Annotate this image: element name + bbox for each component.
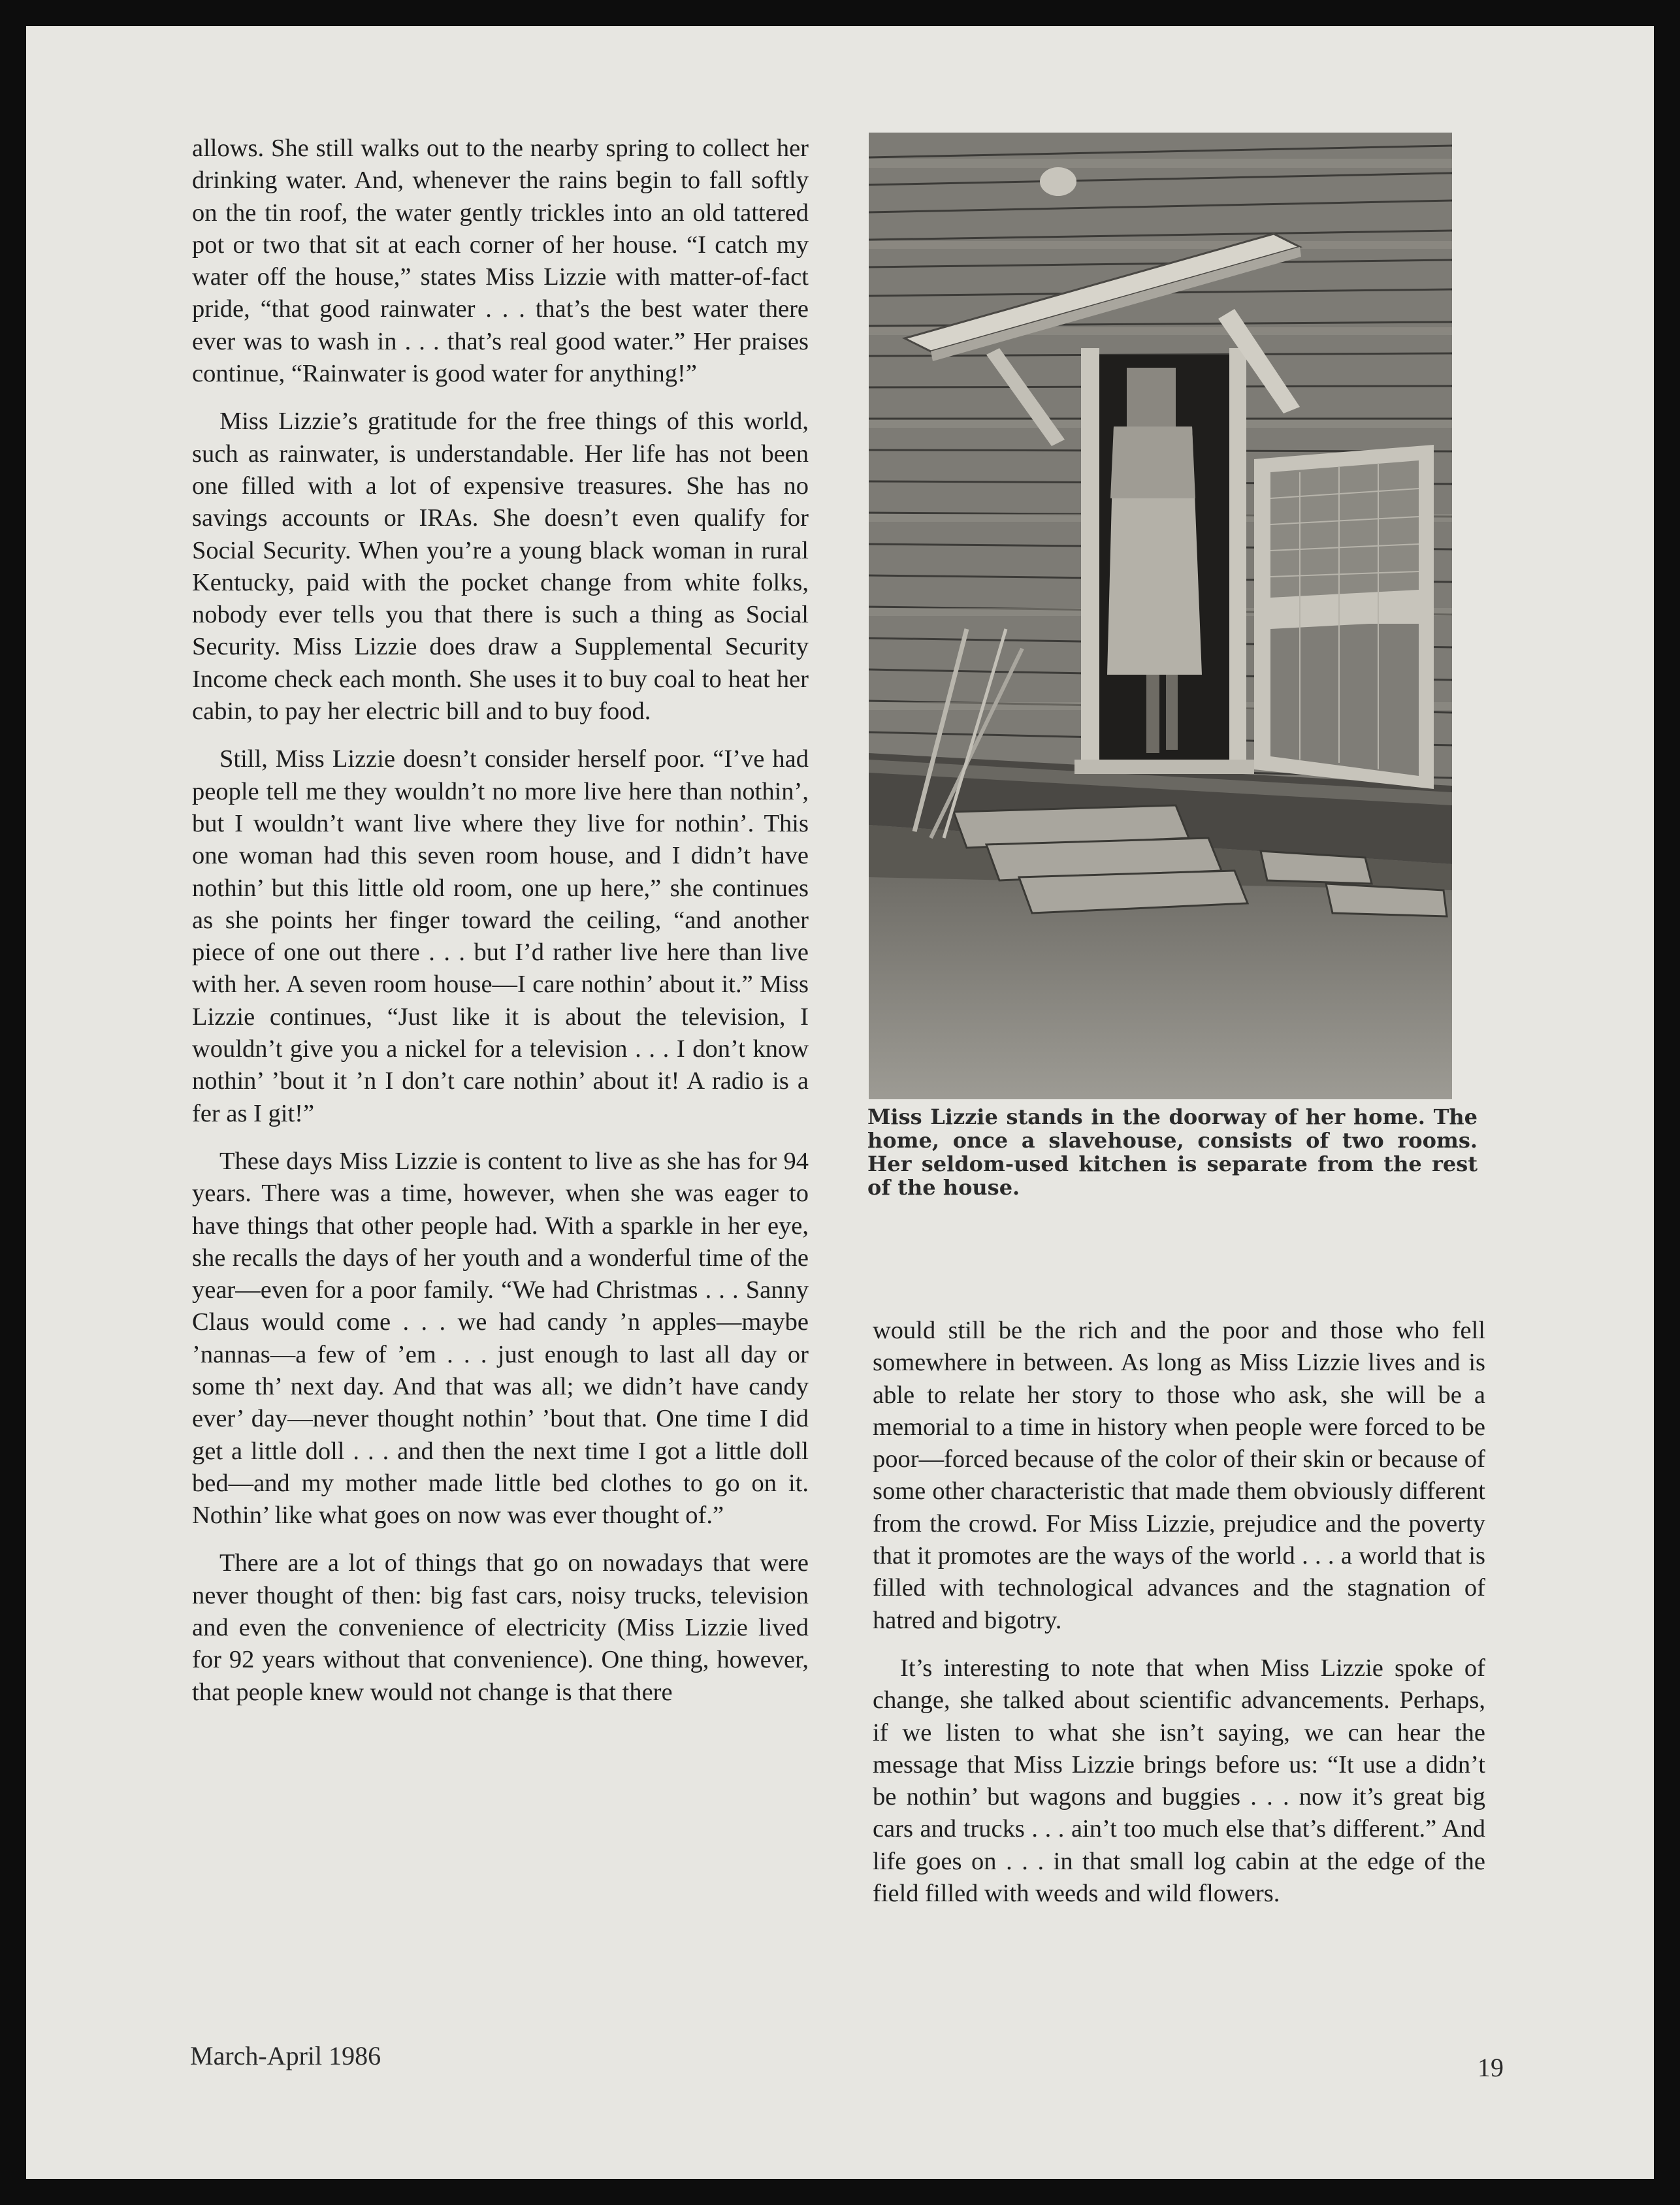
paragraph: It’s interesting to note that when Miss Lizzie spoke of change, she talked about scientific advancements. Perhaps, if we listen to what she isn’t saying, we can hear the message that Miss Lizzie brings before us: “It use a didn’t be nothin’ but wagons and buggies . . . now it’s great big cars and trucks . . . ain’t too much else that’s different.” And life goes on . . . in that small log cabin at the edge of the field filled with weeds and wild flowers. [873,1654,1485,1908]
paragraph: would still be the rich and the poor and those who fell somewhere in between. As long as Miss Lizzie lives and is able to relate her story to those who ask, she will be a memorial to a time in history when people were forced to be poor—forced because of the color of their skin or because of some other characteristic that made them obviously different from the crowd. For Miss Lizzie, prejudice and the poverty that it promotes are the ways of the world . . . a world that is filled with technological advances and the stagnation of hatred and bigotry. [873,1317,1485,1634]
magazine-page [26,26,1654,2179]
photo-caption: Miss Lizzie stands in the doorway of her home. The home, once a slavehouse, consists of two rooms. Her seldom-used kitchen is separate from the rest of the house. [867,1104,1478,1200]
photo-illustration [869,133,1452,1099]
paragraph: allows. She still walks out to the nearby spring to collect her drinking water. And, whenever the rains begin to fall softly on the tin roof, the water gently trickles into an old tattered pot or two that sit at each corner of her house. “I catch my water off the house,” states Miss Lizzie with matter-of-fact pride, “that good rainwater . . . that’s the best water there ever was to wash in . . . that’s real good water.” Her praises continue, “Rainwater is good water for anything!” [192,135,809,388]
page-number: 19 [1478,2053,1504,2082]
cabin-doorway-photo [869,133,1452,1099]
paragraph: Miss Lizzie’s gratitude for the free things of this world, such as rainwater, is understandable. Her life has not been one filled with a lot of expensive treasures. She has no savings accounts or IRAs. She doesn’t even qualify for Social Security. When you’re a young black woman in rural Kentucky, paid with the pocket change from white folks, nobody ever tells you that there is such a thing as Social Security. Miss Lizzie does draw a Supplemental Security Income check each month. She uses it to buy coal to heat her cabin, to pay her electric bill and to buy food. [192,408,809,726]
paragraph: These days Miss Lizzie is content to live as she has for 94 years. There was a time, however, when she was eager to have things that other people had. With a sparkle in her eye, she recalls the days of her youth and a wonderful time of the year—even for a poor family. “We had Christmas . . . Sanny Claus would come . . . we had candy ’n apples—maybe ’nannas—a few of ’em . . . just enough to last all day or some th’ next day. And that was all; we didn’t have candy ever’ day—never thought nothin’ ’bout that. One time I did get a little doll . . . and then the next time I got a little doll bed—and my mother made little bed clothes to go on it. Nothin’ like what goes on now was ever thought of.” [192,1147,809,1530]
paragraph: There are a lot of things that go on nowadays that were never thought of then: big fast cars, noisy trucks, television and even the convenience of electricity (Miss Lizzie lived for 92 years without that convenience). One thing, however, that people knew would not change is that there [192,1549,809,1706]
issue-date: March-April 1986 [190,2041,381,2070]
right-column [873,1315,1485,1910]
paragraph: Still, Miss Lizzie doesn’t consider herself poor. “I’ve had people tell me they wouldn’t no more live here than nothin’, but I wouldn’t want live where they live for nothin’. This one woman had this seven room house, and I didn’t have nothin’ but this little old room, one up here,” she continues as she points her finger toward the ceiling, “and another piece of one out there . . . but I’d rather live here than live with her. A seven room house—I care nothin’ about it.” Miss Lizzie continues, “Just like it is about the television, I wouldn’t give you a nickel for a television . . . I don’t know nothin’ ’bout it ’n I don’t care nothin’ about it! A radio is a fer as I git!” [192,745,809,1127]
left-column [192,133,809,1709]
